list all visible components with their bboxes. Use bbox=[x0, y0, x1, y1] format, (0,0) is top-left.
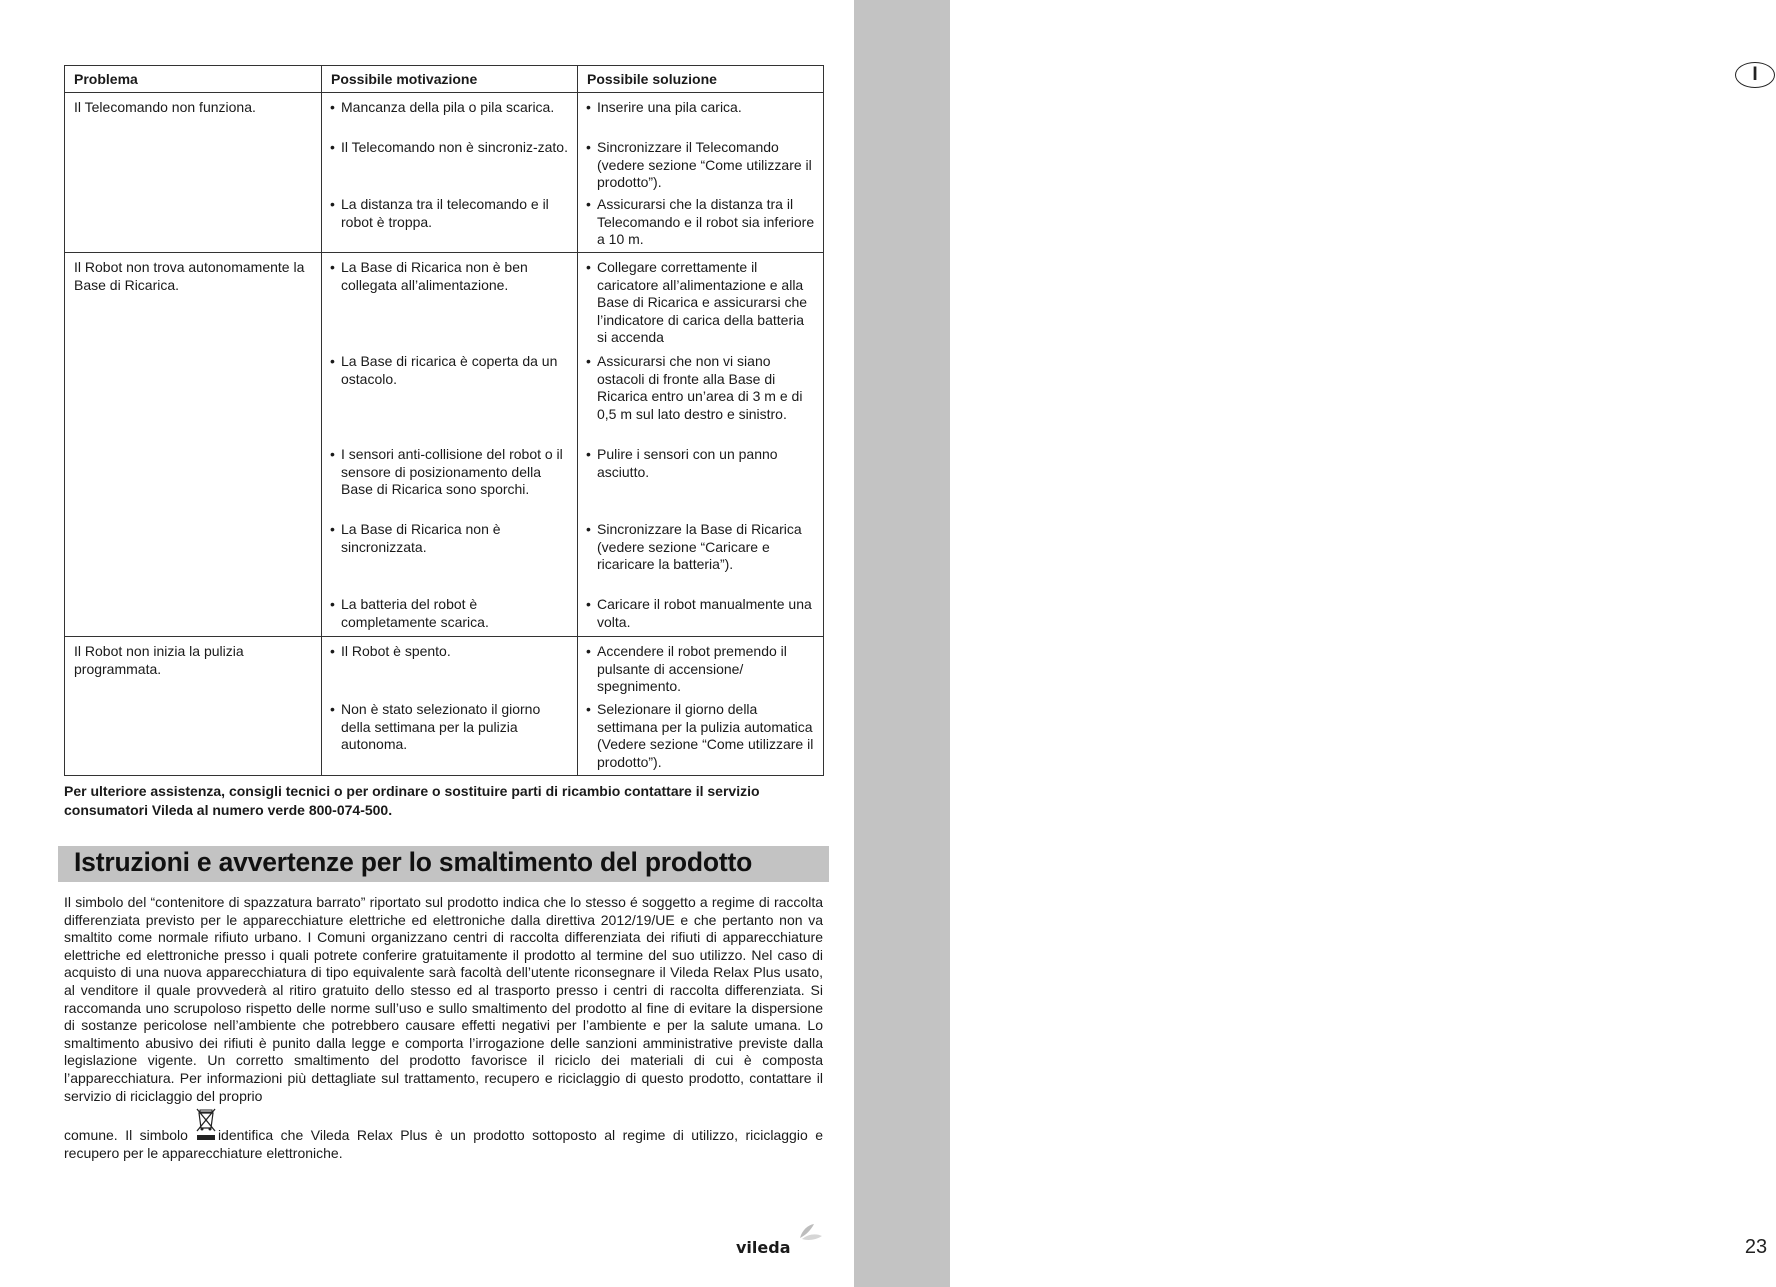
problem-cell: Il Robot non inizia la pulizia programmata. bbox=[65, 637, 322, 776]
section-header bbox=[58, 846, 829, 882]
problem-cell: Il Robot non trova autonomamente la Base di Ricarica. bbox=[65, 253, 322, 637]
solution-item: • Selezionare il giorno della settimana per la pulizia automatica (Vedere sezione “Come utilizzare il prodotto”). bbox=[586, 701, 814, 770]
table-row bbox=[65, 93, 824, 253]
troubleshooting-table bbox=[64, 65, 824, 776]
cause-item: • Il Telecomando non è sincroniz-zato. bbox=[330, 139, 568, 155]
cause-item: • Mancanza della pila o pila scarica. bbox=[330, 99, 555, 115]
cause-item: • La batteria del robot è completamente scarica. bbox=[330, 596, 489, 630]
disposal-paragraph: Il simbolo del “contenitore di spazzatura barrato” riportato sul prodotto indica che lo stesso é soggetto a regime di raccolta differenziata previsto per le apparecchiature elettriche ed elettroniche dalla direttiva 2012/19/UE e che pertanto non va smaltito come normale rifiuto urbano. I Comuni organizzano centri di raccolta differenziata dei rifiuti di apparecchiature elettriche ed elettroniche presso i quali potrete conferire gratuitamente il prodotto al termine del suo utilizzo. Nel caso di acquisto di una nuova apparecchiatura di tipo equivalente sarà facoltà dell’utente riconsegnare il Vileda Relax Plus usato, al venditore il quale provvederà al ritiro gratuito dello stesso ed al trasporto presso i centri di raccolta differenziata. Si raccomanda uno scrupoloso rispetto delle norme sull’uso e sullo smaltimento del prodotto al fine di evitare la dispersione di sostanze pericolose nell’ambiente che potrebbero causare effetti negativi per l’ambiente e per la salute umana. Lo smaltimento abusivo dei rifiuti è punito dalla legge e comporta l’irrogazione delle sanzioni amministrative previste dalla legislazione vigente. Un corretto smaltimento del prodotto favorisce il riciclo dei materiali di cui è composta l’apparecchiatura. Per informazioni più dettagliate sul trattamento, recupero e riciclaggio di questo prodotto, contattare il servizio di riciclaggio del proprio bbox=[64, 894, 823, 1104]
solution-item: • Collegare correttamente il caricatore all’alimentazione e alla Base di Ricarica e assicurarsi che l’indicatore di carica della batteria si accenda bbox=[586, 259, 808, 346]
assistance-note: Per ulteriore assistenza, consigli tecnici o per ordinare o sostituire parti di ricambio contattare il servizio consumatori Vileda al numero verde 800-074-500. bbox=[64, 783, 760, 818]
logo-text: vileda bbox=[736, 1238, 791, 1257]
disposal-paragraph-end: comune. Il simbolo identifica che Vileda Relax Plus è un prodotto sottoposto al regime di utilizzo, riciclaggio e recupero per le apparecchiature elettroniche. bbox=[64, 1127, 824, 1161]
cause-item: • I sensori anti-collisione del robot o il sensore di posizionamento della Base di Ricarica sono sporchi. bbox=[330, 446, 563, 498]
vileda-logo bbox=[736, 1222, 828, 1258]
header-cause: Possibile motivazione bbox=[322, 66, 578, 93]
header-solution: Possibile soluzione bbox=[578, 66, 824, 93]
cause-item: • Non è stato selezionato il giorno della settimana per la pulizia autonoma. bbox=[330, 701, 541, 753]
solution-item: • Caricare il robot manualmente una volta. bbox=[586, 596, 812, 630]
side-tab bbox=[854, 0, 1768, 1287]
solution-item: • Assicurarsi che non vi siano ostacoli di fronte alla Base di Ricarica entro un’area di 3 m e di 0,5 m sul lato destro e sinistro. bbox=[586, 353, 803, 422]
solution-item: • Sincronizzare il Telecomando (vedere sezione “Come utilizzare il prodotto”). bbox=[586, 139, 812, 191]
table-row bbox=[65, 637, 824, 776]
solution-item: • Pulire i sensori con un panno asciutto. bbox=[586, 446, 778, 480]
crossed-out-bin-icon bbox=[194, 1106, 218, 1142]
problem-cell: Il Telecomando non funziona. bbox=[65, 93, 322, 253]
cause-item: • La Base di Ricarica non è sincronizzata. bbox=[330, 521, 501, 555]
page-number: 23 bbox=[1744, 1236, 1768, 1258]
solution-item: • Accendere il robot premendo il pulsante di accensione/ spegnimento. bbox=[586, 643, 787, 695]
solution-item: • Assicurarsi che la distanza tra il Telecomando e il robot sia inferiore a 10 m. bbox=[586, 196, 815, 248]
table-row bbox=[65, 253, 824, 637]
cause-item: • Il Robot è spento. bbox=[330, 643, 451, 659]
cause-item: • La distanza tra il telecomando e il robot è troppa. bbox=[330, 196, 549, 230]
cause-item: • La Base di Ricarica non è ben collegata all’alimentazione. bbox=[330, 259, 528, 293]
language-badge: I bbox=[1735, 62, 1775, 88]
section-title: Istruzioni e avvertenze per lo smaltimento del prodotto bbox=[74, 847, 753, 877]
header-problem: Problema bbox=[65, 66, 322, 93]
cause-item: • La Base di ricarica è coperta da un ostacolo. bbox=[330, 353, 558, 387]
solution-item: • Inserire una pila carica. bbox=[586, 99, 742, 115]
solution-item: • Sincronizzare la Base di Ricarica (vedere sezione “Caricare e ricaricare la batteria”). bbox=[586, 521, 802, 573]
